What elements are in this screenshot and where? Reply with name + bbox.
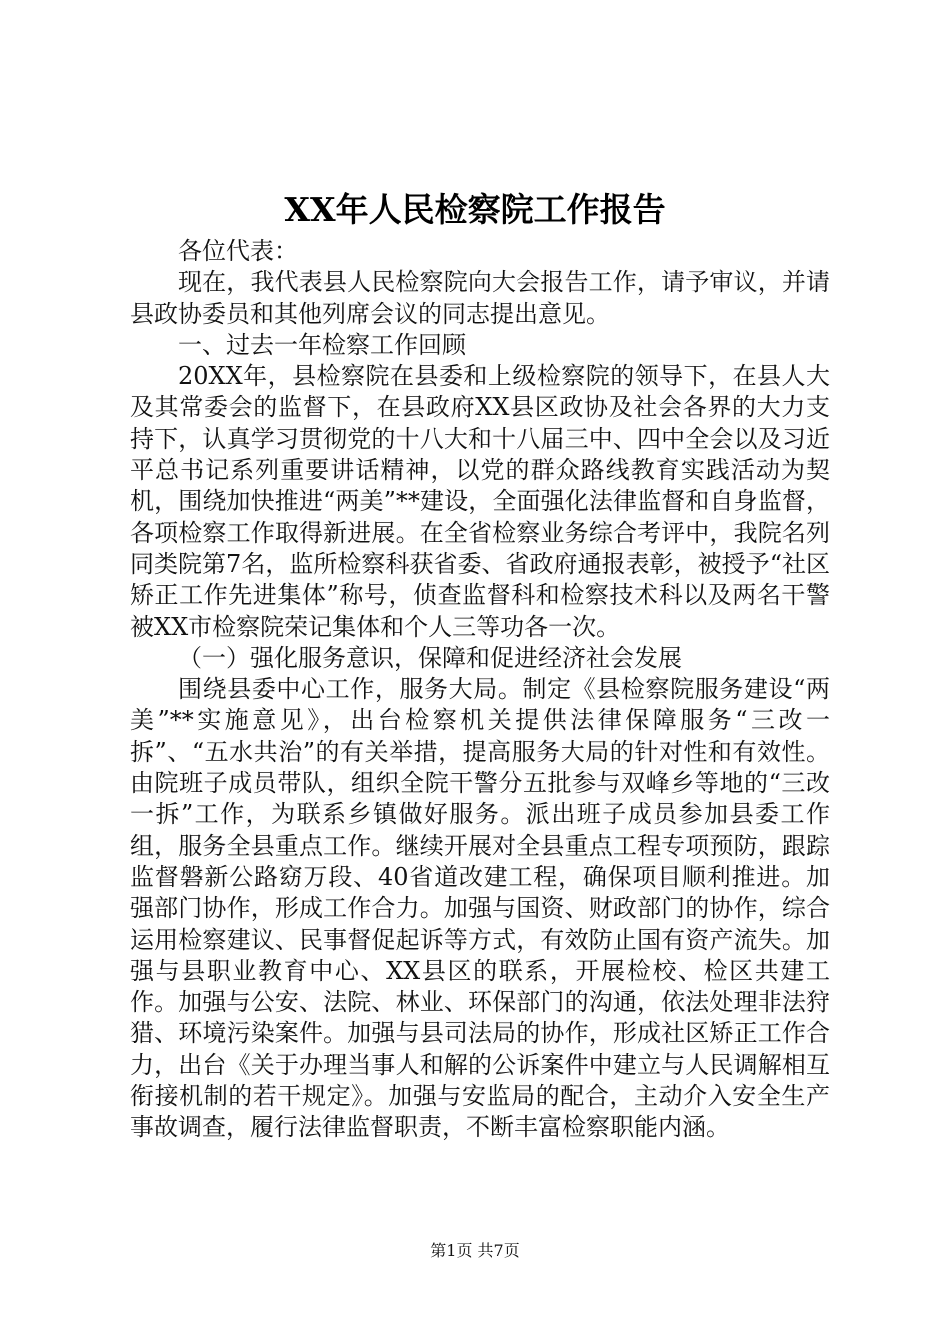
document-title: XX年人民检察院工作报告 xyxy=(284,190,666,229)
document-body xyxy=(130,236,830,1144)
opening-paragraph: 现在，我代表县人民检察院向大会报告工作，请予审议，并请县政协委员和其他列席会议的同志提出意见。 xyxy=(130,268,830,328)
subsection-heading: （一）强化服务意识，保障和促进经济社会发展 xyxy=(178,643,682,672)
service-paragraph: 围绕县委中心工作，服务大局。制定《县检察院服务建设“两美”**实施意见》，出台检察机关提供法律保障服务“三改一拆”、“五水共治”的有关举措，提高服务大局的针对性和有效性。由院班子成员带队，组织全院干警分五批参与双峰乡等地的“三改一拆”工作，为联系乡镇做好服务。派出班子成员参加县委工作组，服务全县重点工作。继续开展对全县重点工程专项预防，跟踪监督磐新公路窈万段、40省道改建工程，确保项目顺利推进。加强部门协作，形成工作合力。加强与国资、财政部门的协作，综合运用检察建议、民事督促起诉等方式，有效防止国有资产流失。加强与县职业教育中心、XX县区的联系，开展检校、检区共建工作。加强与公安、法院、林业、环保部门的沟通，依法处理非法狩猎、环境污染案件。加强与县司法局的协作，形成社区矫正工作合力，出台《关于办理当事人和解的公诉案件中建立与人民调解相互衔接机制的若干规定》。加强与安监局的配合，主动介入安全生产事故调查，履行法律监督职责，不断丰富检察职能内涵。 xyxy=(130,675,830,1142)
section-heading: 一、过去一年检察工作回顾 xyxy=(178,330,466,359)
salutation: 各位代表： xyxy=(178,237,298,265)
review-paragraph: 20XX年，县检察院在县委和上级检察院的领导下，在县人大及其常委会的监督下，在县政府XX县区政协及社会各界的大力支持下，认真学习贯彻党的十八大和十八届三中、四中全会以及习近平总书记系列重要讲话精神，以党的群众路线教育实践活动为契机，围绕加快推进“两美”**建设，全面强化法律监督和自身监督，各项检察工作取得新进展。在全省检察业务综合考评中，我院名列同类院第7名，监所检察科获省委、省政府通报表彰，被授予“社区矫正工作先进集体”称号，侦查监督科和检察技术科以及两名干警被XX市检察院荣记集体和个人三等功各一次。 xyxy=(130,362,830,641)
page-number: 第1页 共7页 xyxy=(430,1241,520,1260)
